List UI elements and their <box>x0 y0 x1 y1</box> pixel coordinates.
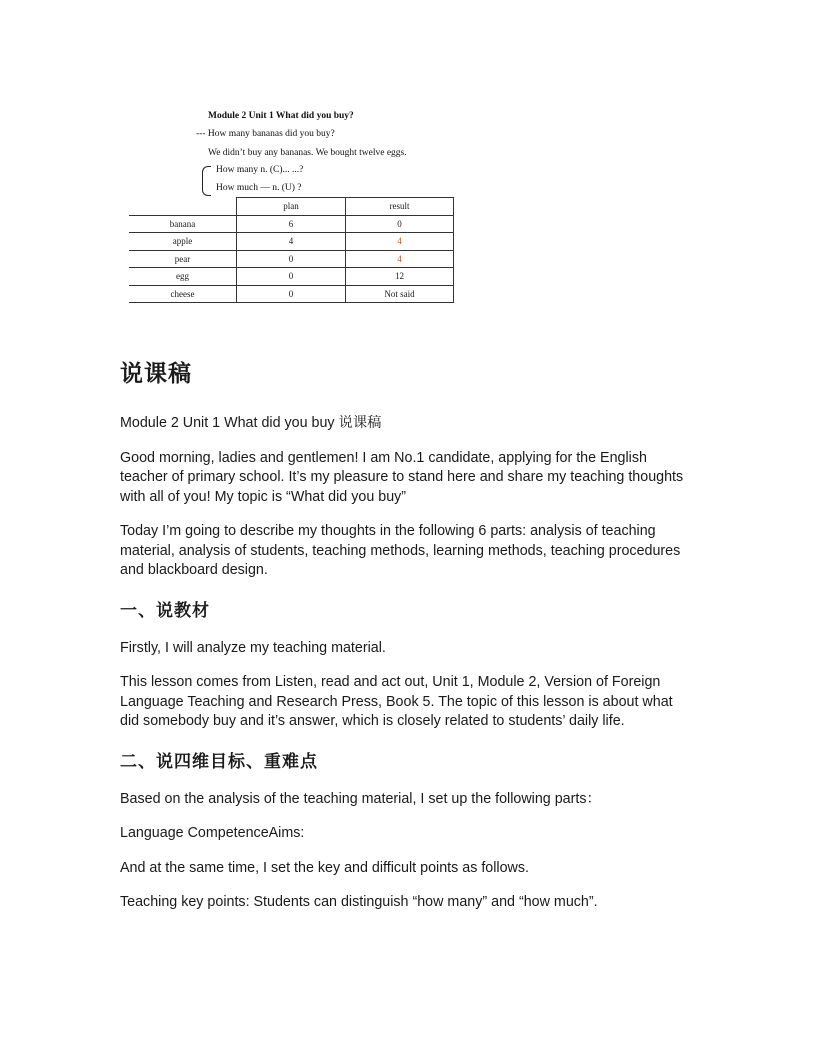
doc-subtitle: Module 2 Unit 1 What did you buy 说课稿 <box>120 415 382 431</box>
table-cell: apple <box>129 233 237 251</box>
blackboard-figure <box>128 108 458 308</box>
table-row <box>129 233 454 251</box>
intro-paragraph: Good morning, ladies and gentlemen! I am No.1 candidate, applying for the English teacher of primary school. It’s my pleasure to stand here and share my teaching thoughts with all of you! My topic is “What did you buy” <box>120 449 684 505</box>
table-row <box>129 285 454 303</box>
page-title: 说课稿 <box>120 361 192 387</box>
table-row <box>129 250 454 268</box>
table-header-row <box>129 198 454 216</box>
formula-how-much: How much — n. (U) ? <box>216 183 302 193</box>
section2-paragraph: Based on the analysis of the teaching material, I set up the following parts： <box>120 790 601 807</box>
section-heading-aims: 二、说四维目标、重难点 <box>120 751 318 772</box>
section1-paragraph: Firstly, I will analyze my teaching material. <box>120 639 386 656</box>
table-cell: cheese <box>129 285 237 303</box>
table-cell: banana <box>129 215 237 233</box>
table-header: result <box>346 198 454 216</box>
document-body <box>120 355 690 928</box>
table-row <box>129 215 454 233</box>
section2-paragraph: And at the same time, I set the key and difficult points as follows. <box>120 859 529 876</box>
formula-how-many: How many n. (C)... ...? <box>216 165 304 175</box>
section2-paragraph: Language CompetenceAims: <box>120 825 305 841</box>
table-cell: 4 <box>346 233 454 251</box>
table-cell: 6 <box>237 215 346 233</box>
figure-title: Module 2 Unit 1 What did you buy? <box>208 111 354 121</box>
section1-paragraph: This lesson comes from Listen, read and act out, Unit 1, Module 2, Version of Foreign Language Teaching and Research Press, Book 5. The topic of this lesson is about what did somebody buy and it’s answer, which is closely related to students’ daily life. <box>120 674 673 729</box>
table-header: plan <box>237 198 346 216</box>
table-cell: 12 <box>346 268 454 286</box>
figure-answer: We didn’t buy any bananas. We bought twelve eggs. <box>208 148 407 158</box>
table-row <box>129 268 454 286</box>
table-cell: 0 <box>346 215 454 233</box>
section2-paragraph: Teaching key points: Students can distinguish “how many” and “how much”. <box>120 894 598 910</box>
section-heading-material: 一、说教材 <box>120 600 210 621</box>
table-cell: pear <box>129 250 237 268</box>
table-cell: egg <box>129 268 237 286</box>
figure-question: --- How many bananas did you buy? <box>196 129 335 139</box>
table-cell: 4 <box>237 233 346 251</box>
table-cell: 0 <box>237 268 346 286</box>
table-cell: 4 <box>346 250 454 268</box>
table-cell: 0 <box>237 285 346 303</box>
parts-paragraph: Today I’m going to describe my thoughts in the following 6 parts: analysis of teaching material, analysis of students, teaching methods, learning methods, teaching procedures and blackboard design. <box>120 523 681 578</box>
plan-result-table <box>129 197 454 303</box>
brace-icon <box>202 166 211 196</box>
table-cell: 0 <box>237 250 346 268</box>
table-header <box>129 198 237 216</box>
table-cell: Not said <box>346 285 454 303</box>
